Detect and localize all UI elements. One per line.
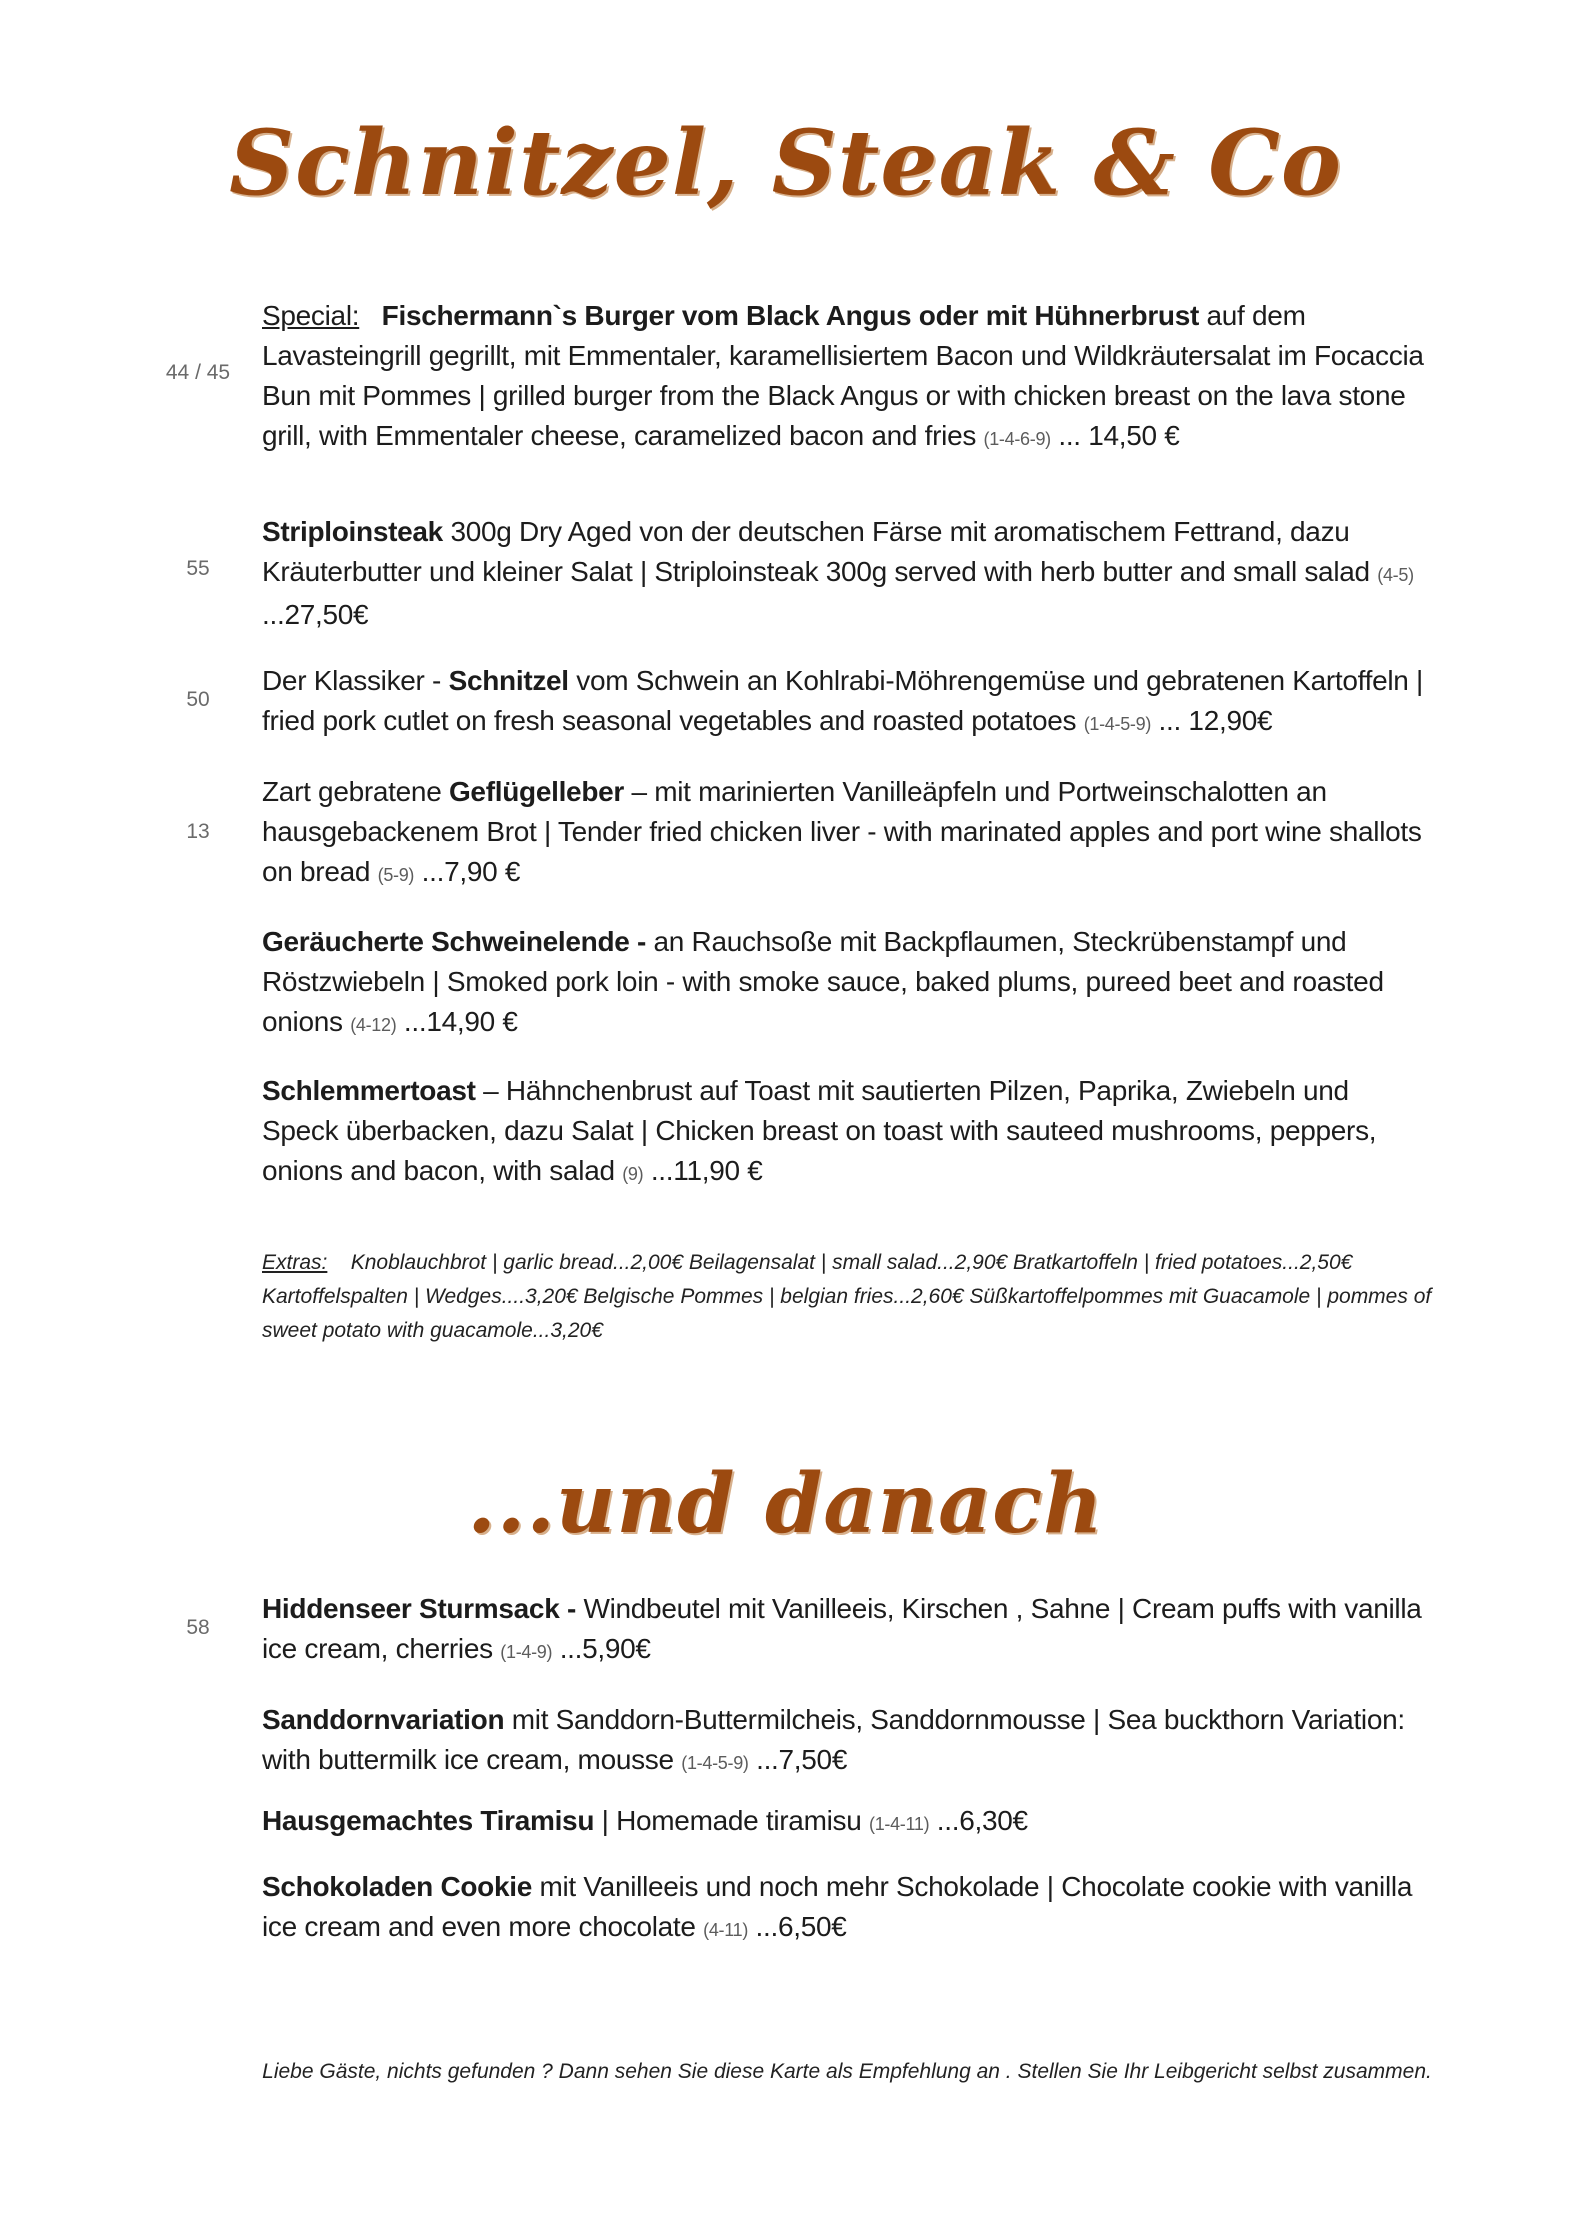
item-description: mit Vanilleeis und noch mehr Schokolade | Chocolate cookie with vanilla ice cream and even more chocolate [262,1871,1413,1942]
item-description: 300g Dry Aged von der deutschen Färse mit aromatischem Fettrand, dazu Kräuterbutter und kleiner Salat | Striploinsteak 300g served with herb butter and small salad [262,516,1370,587]
menu-item-steak [262,512,1432,635]
menu-item-cookie [262,1867,1432,1950]
special-label: Special: [262,300,360,331]
item-number: 58 [186,1616,210,1639]
item-allergens: (9) [622,1164,644,1184]
item-number: 13 [186,820,210,843]
item-allergens: (1-4-5-9) [1083,714,1152,734]
item-price: ...5,90€ [559,1633,651,1664]
extras-list [262,1246,1432,1348]
item-lead: Der Klassiker - [262,665,442,696]
extras-label: Extras: [262,1251,328,1274]
section-title-main: Schnitzel, Steak & Co [229,110,1342,216]
item-price: ...14,90 € [403,1006,518,1037]
item-allergens: (1-4-9) [500,1642,553,1662]
menu-item-tiramisu [262,1801,1432,1844]
item-price: ...7,50€ [756,1744,848,1775]
item-name: Fischermann`s Burger vom Black Angus oder mit Hühnerbrust [381,300,1200,331]
item-price: ... 12,90€ [1158,705,1273,736]
item-allergens: (4-5) [1377,565,1414,585]
item-number: 55 [186,557,210,580]
item-allergens: (1-4-6-9) [983,429,1051,449]
item-name: Schnitzel [448,665,569,696]
footer-note: Liebe Gäste, nichts gefunden ? Dann sehen Sie diese Karte als Empfehlung an . Stellen Sie Ihr Leibgericht selbst zusammen. [262,2060,1432,2083]
item-lead: Zart gebratene [262,776,442,807]
item-allergens: (4-12) [350,1015,397,1035]
item-name: Sanddornvariation [262,1704,505,1735]
item-description: vom Schwein an Kohlrabi-Möhrengemüse und gebratenen Kartoffeln | fried pork cutlet on fresh seasonal vegetables and roasted potatoes [262,665,1424,736]
item-allergens: (5-9) [377,865,415,885]
item-number: 44 / 45 [165,361,231,384]
item-description: – Hähnchenbrust auf Toast mit sautierten Pilzen, Paprika, Zwiebeln und Speck überbacken, dazu Salat | Chicken breast on toast with sauteed mushrooms, peppers, onions and bacon, with salad [262,1075,1377,1186]
item-description: Windbeutel mit Vanilleeis, Kirschen , Sahne | Cream puffs with vanilla ice cream, cherries [262,1593,1422,1664]
menu-item-burger [262,296,1432,459]
item-allergens: (4-11) [703,1920,749,1940]
item-name: Hiddenseer Sturmsack - [262,1593,576,1624]
menu-item-schlemmertoast [262,1071,1432,1194]
item-name: Geräucherte Schweinelende - [262,926,647,957]
item-price: ...27,50€ [262,599,369,630]
menu-item-pork-loin [262,922,1432,1045]
section-title-dessert: ...und danach [467,1456,1104,1552]
menu-item-schnitzel [262,661,1432,744]
item-name: Striploinsteak [262,516,443,547]
item-number: 50 [186,688,210,711]
item-name: Schlemmertoast [262,1075,476,1106]
item-price: ...7,90 € [421,856,521,887]
item-description: – mit marinierten Vanilleäpfeln und Portweinschalotten an hausgebackenem Brot | Tender fried chicken liver - with marinated apples and port wine shallots on bread [262,776,1422,887]
item-price: ...6,50€ [755,1911,847,1942]
item-name: Schokoladen Cookie [262,1871,532,1902]
menu-item-sanddorn [262,1700,1432,1783]
item-name: Geflügelleber [448,776,624,807]
item-description: mit Sanddorn-Buttermilcheis, Sanddornmousse | Sea buckthorn Variation: with buttermilk ice cream, mousse [262,1704,1405,1775]
item-price: ... 14,50 € [1058,420,1180,451]
item-allergens: (1-4-11) [869,1814,930,1834]
extras-text: Knoblauchbrot | garlic bread...2,00€ Beilagensalat | small salad...2,90€ Bratkartoffeln | fried potatoes...2,50€ Kartoffelspalten | Wedges....3,20€ Belgische Pommes | belgian fries...2,60€ Süßkartoffelpommes mit Guacamole | pommes of sweet potato with guacamole...3,20€ [262,1251,1432,1342]
item-price: ...6,30€ [936,1805,1028,1836]
item-name: Hausgemachtes Tiramisu [262,1805,595,1836]
item-description: | Homemade tiramisu [601,1805,862,1836]
item-description: auf dem Lavasteingrill gegrillt, mit Emmentaler, karamellisiertem Bacon und Wildkräutersalat im Focaccia Bun mit Pommes | grilled burger from the Black Angus or with chicken breast on the lava stone grill, with Emmentaler cheese, caramelized bacon and fries [262,300,1424,451]
menu-item-sturmsack [262,1589,1432,1672]
item-description: an Rauchsoße mit Backpflaumen, Steckrübenstampf und Röstzwiebeln | Smoked pork loin - with smoke sauce, baked plums, pureed beet and roasted onions [262,926,1384,1037]
item-price: ...11,90 € [650,1155,763,1186]
menu-item-chicken-liver [262,772,1432,895]
item-allergens: (1-4-5-9) [681,1753,749,1773]
